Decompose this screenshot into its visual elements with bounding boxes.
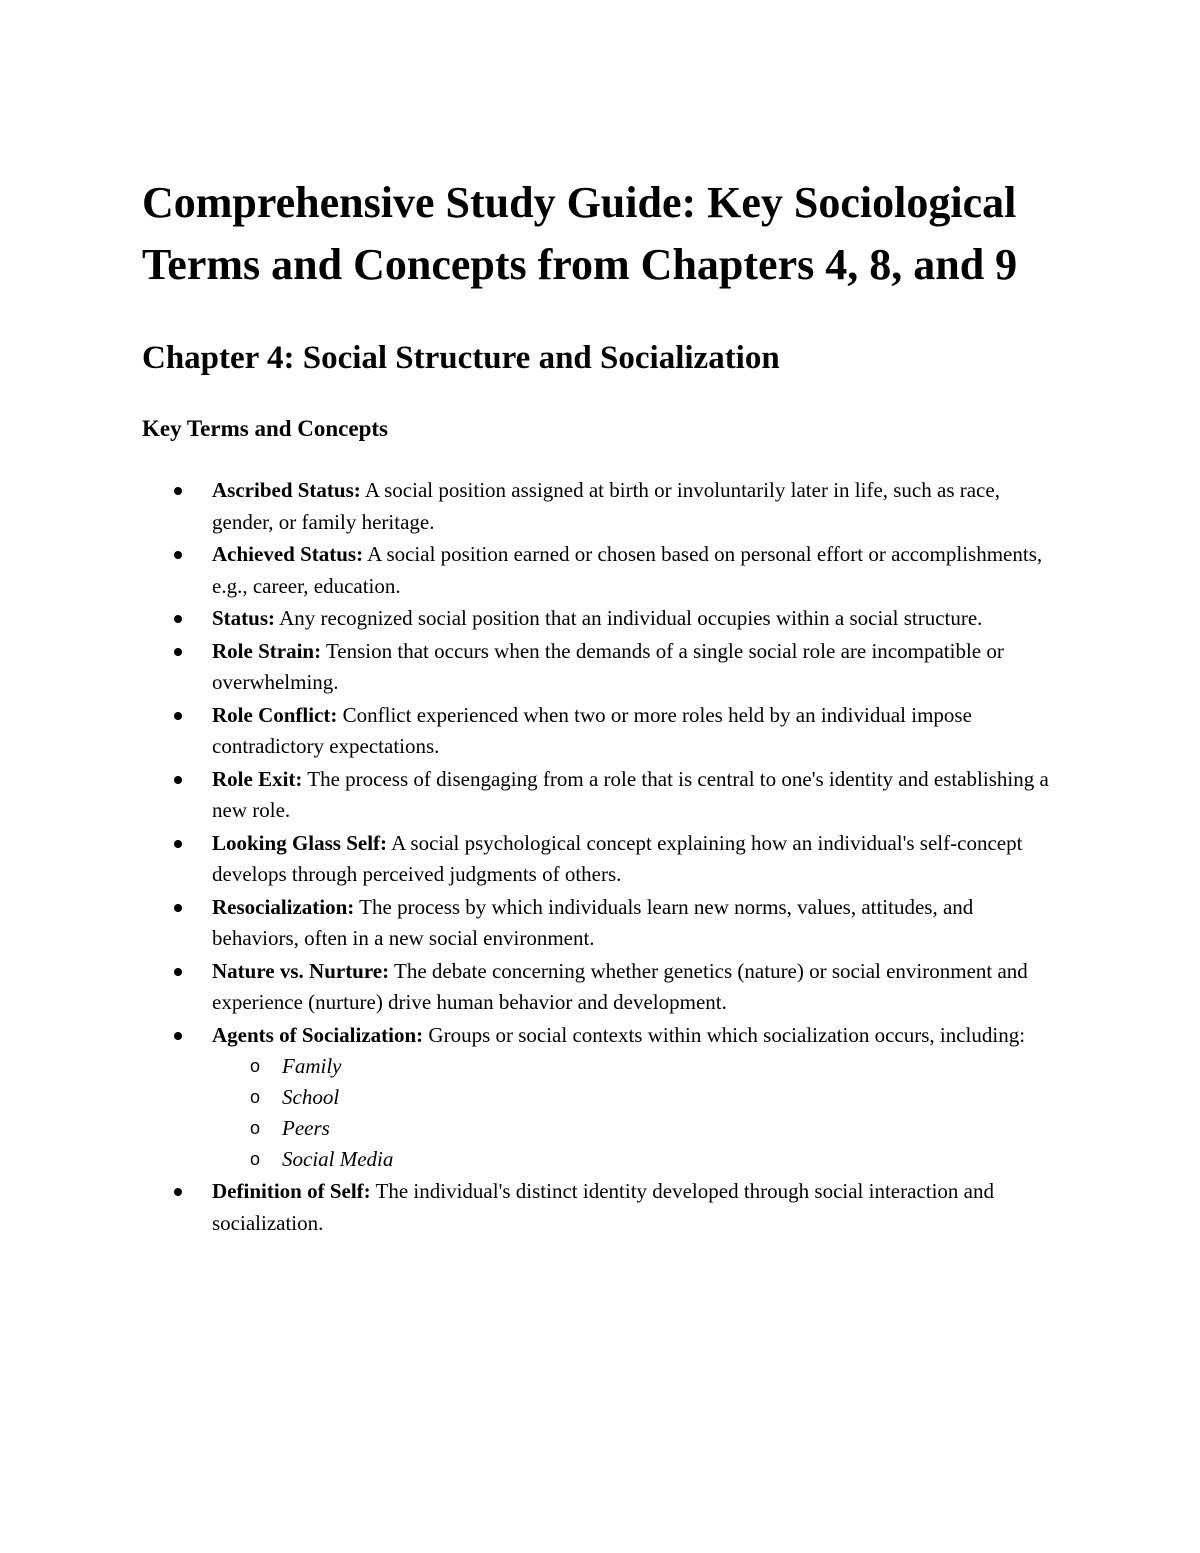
term-name: Ascribed Status: (212, 478, 361, 502)
term-name: Nature vs. Nurture: (212, 958, 390, 983)
term-name: Achieved Status: (212, 542, 364, 566)
bullet-icon (174, 1188, 182, 1196)
term-definition: The individual's distinct identity developed through social interaction and socialization. (212, 1179, 995, 1235)
bullet-icon (174, 776, 182, 784)
list-item (142, 603, 1062, 635)
term-name: Role Strain: (212, 638, 322, 663)
term-definition: The process by which individuals learn new norms, values, attitudes, and behaviors, often in a new social environment. (212, 894, 974, 950)
term-definition: Conflict experienced when two or more roles held by an individual impose contradictory expectations. (212, 702, 972, 758)
document-page (142, 172, 1062, 1240)
list-item (142, 828, 1062, 891)
list-item (142, 1020, 1062, 1176)
bullet-icon (174, 904, 182, 912)
agents-sublist (212, 1051, 1062, 1175)
section-heading: Key Terms and Concepts (142, 416, 388, 441)
term-name: Agents of Socialization: (212, 1022, 424, 1047)
list-item (142, 700, 1062, 763)
agent-name: Social Media (282, 1147, 394, 1171)
list-item (142, 636, 1062, 699)
bullet-icon (174, 1032, 182, 1040)
list-item (142, 892, 1062, 955)
list-item (142, 764, 1062, 827)
sub-list-item (212, 1113, 1062, 1144)
term-name: Definition of Self: (212, 1179, 371, 1203)
term-name: Role Conflict: (212, 702, 338, 727)
list-item (142, 1176, 1062, 1239)
term-definition: The debate concerning whether genetics (nature) or social environment and experience (nurture) drive human behavior and development. (212, 958, 1028, 1014)
bullet-icon (174, 712, 182, 720)
term-name: Status: (212, 606, 276, 630)
bullet-icon (174, 968, 182, 976)
term-definition: Groups or social contexts within which socialization occurs, including: (423, 1022, 1026, 1047)
term-name: Looking Glass Self: (212, 830, 388, 855)
bullet-icon (174, 487, 182, 495)
term-name: Role Exit: (212, 766, 303, 791)
term-definition: A social position earned or chosen based on personal effort or accomplishments, e.g., career, education. (212, 542, 1043, 598)
bullet-icon (174, 840, 182, 848)
terms-list (142, 475, 1062, 1239)
term-name: Resocialization: (212, 894, 355, 919)
circle-bullet-icon: o (250, 1087, 261, 1107)
sub-list-item (212, 1082, 1062, 1113)
bullet-icon (174, 648, 182, 656)
circle-bullet-icon: o (250, 1149, 261, 1169)
chapter-heading: Chapter 4: Social Structure and Socialization (142, 340, 780, 376)
agent-name: Family (282, 1054, 342, 1078)
term-definition: Tension that occurs when the demands of a single social role are incompatible or overwhelming. (212, 638, 1004, 694)
list-item (142, 475, 1062, 538)
circle-bullet-icon: o (250, 1056, 261, 1076)
list-item (142, 539, 1062, 602)
term-definition: Any recognized social position that an individual occupies within a social structure. (275, 606, 983, 630)
list-item (142, 956, 1062, 1019)
circle-bullet-icon: o (250, 1118, 261, 1138)
sub-list-item (212, 1051, 1062, 1082)
document-title: Comprehensive Study Guide: Key Sociological Terms and Concepts from Chapters 4, 8, and 9 (142, 178, 1018, 289)
bullet-icon (174, 615, 182, 623)
agent-name: Peers (282, 1116, 330, 1140)
agent-name: School (282, 1085, 340, 1109)
term-definition: A social position assigned at birth or involuntarily later in life, such as race, gender, or family heritage. (212, 478, 1000, 534)
sub-list-item (212, 1144, 1062, 1175)
term-definition: The process of disengaging from a role that is central to one's identity and establishing a new role. (212, 766, 1049, 822)
bullet-icon (174, 551, 182, 559)
term-definition: A social psychological concept explaining how an individual's self-concept develops through perceived judgments of others. (212, 830, 1023, 886)
